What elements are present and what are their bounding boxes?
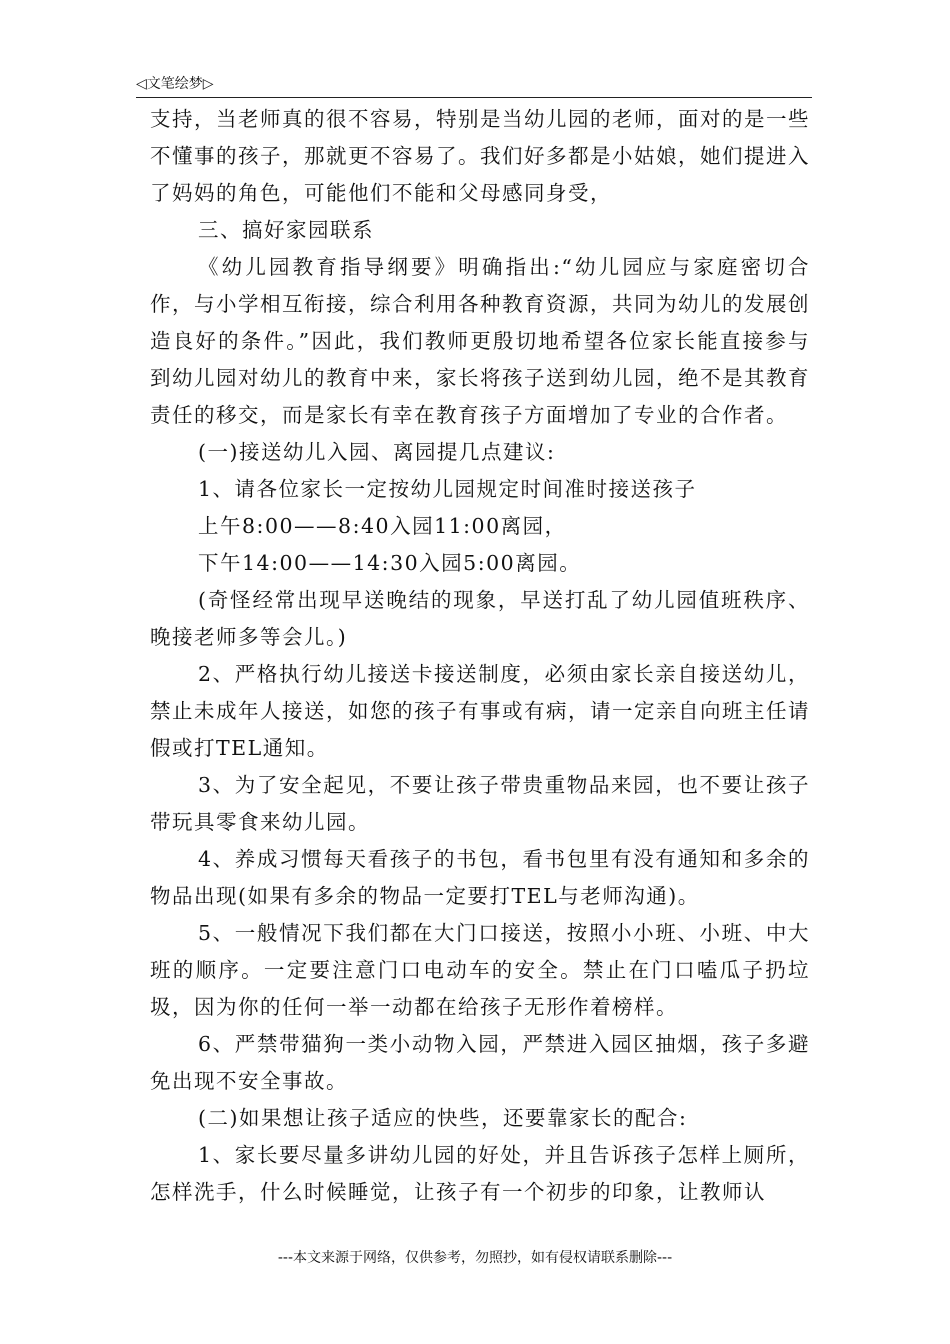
list-item: 4、养成习惯每天看孩子的书包，看书包里有没有通知和多余的物品出现(如果有多余的物品一定要打TEL与老师沟通)。 — [150, 847, 810, 908]
paragraph: 《幼儿园教育指导纲要》明确指出:“幼儿园应与家庭密切合作，与小学相互衔接，综合利用各种教育资源，共同为幼儿的发展创造良好的条件。”因此，我们教师更殷切地希望各位家长能直接参与到幼儿园对幼儿的教育中来，家长将孩子送到幼儿园，绝不是其教育责任的移交，而是家长有幸在教育孩子方面增加了专业的合作者。 — [150, 255, 810, 427]
schedule-line: 上午8:00——8:40入园11:00离园， — [198, 514, 567, 538]
document-body — [150, 101, 810, 1211]
page-footer-notice: ---本文来源于网络，仅供参考，勿照抄，如有侵权请联系删除--- — [277, 1250, 673, 1266]
subsection-heading: (一)接送幼儿入园、离园提几点建议: — [198, 440, 556, 464]
list-item: 3、为了安全起见，不要让孩子带贵重物品来园，也不要让孩子带玩具零食来幼儿园。 — [150, 773, 810, 834]
paragraph: 支持，当老师真的很不容易，特别是当幼儿园的老师，面对的是一些不懂事的孩子，那就更不容易了。我们好多都是小姑娘，她们提进入了妈妈的角色，可能他们不能和父母感同身受， — [150, 107, 810, 205]
header-divider — [136, 97, 812, 98]
schedule-line: 下午14:00——14:30入园5:00离园。 — [198, 551, 582, 575]
paragraph: (奇怪经常出现早送晚结的现象，早送打乱了幼儿园值班秩序、晚接老师多等会儿。) — [150, 588, 810, 649]
list-item: 1、请各位家长一定按幼儿园规定时间准时接送孩子 — [198, 477, 697, 501]
subsection-heading: (二)如果想让孩子适应的快些，还要靠家长的配合: — [198, 1106, 688, 1130]
section-heading: 三、搞好家园联系 — [198, 218, 374, 242]
list-item: 6、严禁带猫狗一类小动物入园，严禁进入园区抽烟，孩子多避免出现不安全事故。 — [150, 1032, 810, 1093]
list-item: 5、一般情况下我们都在大门口接送，按照小小班、小班、中大班的顺序。一定要注意门口电动车的安全。禁止在门口嗑瓜子扔垃圾，因为你的任何一举一动都在给孩子无形作着榜样。 — [150, 921, 810, 1019]
list-item: 2、严格执行幼儿接送卡接送制度，必须由家长亲自接送幼儿，禁止未成年人接送，如您的孩子有事或有病，请一定亲自向班主任请假或打TEL通知。 — [150, 662, 810, 760]
page-header-label: ◁文笔绘梦▷ — [136, 76, 214, 92]
list-item: 1、家长要尽量多讲幼儿园的好处，并且告诉孩子怎样上厕所，怎样洗手，什么时候睡觉，让孩子有一个初步的印象，让教师认 — [150, 1143, 810, 1204]
